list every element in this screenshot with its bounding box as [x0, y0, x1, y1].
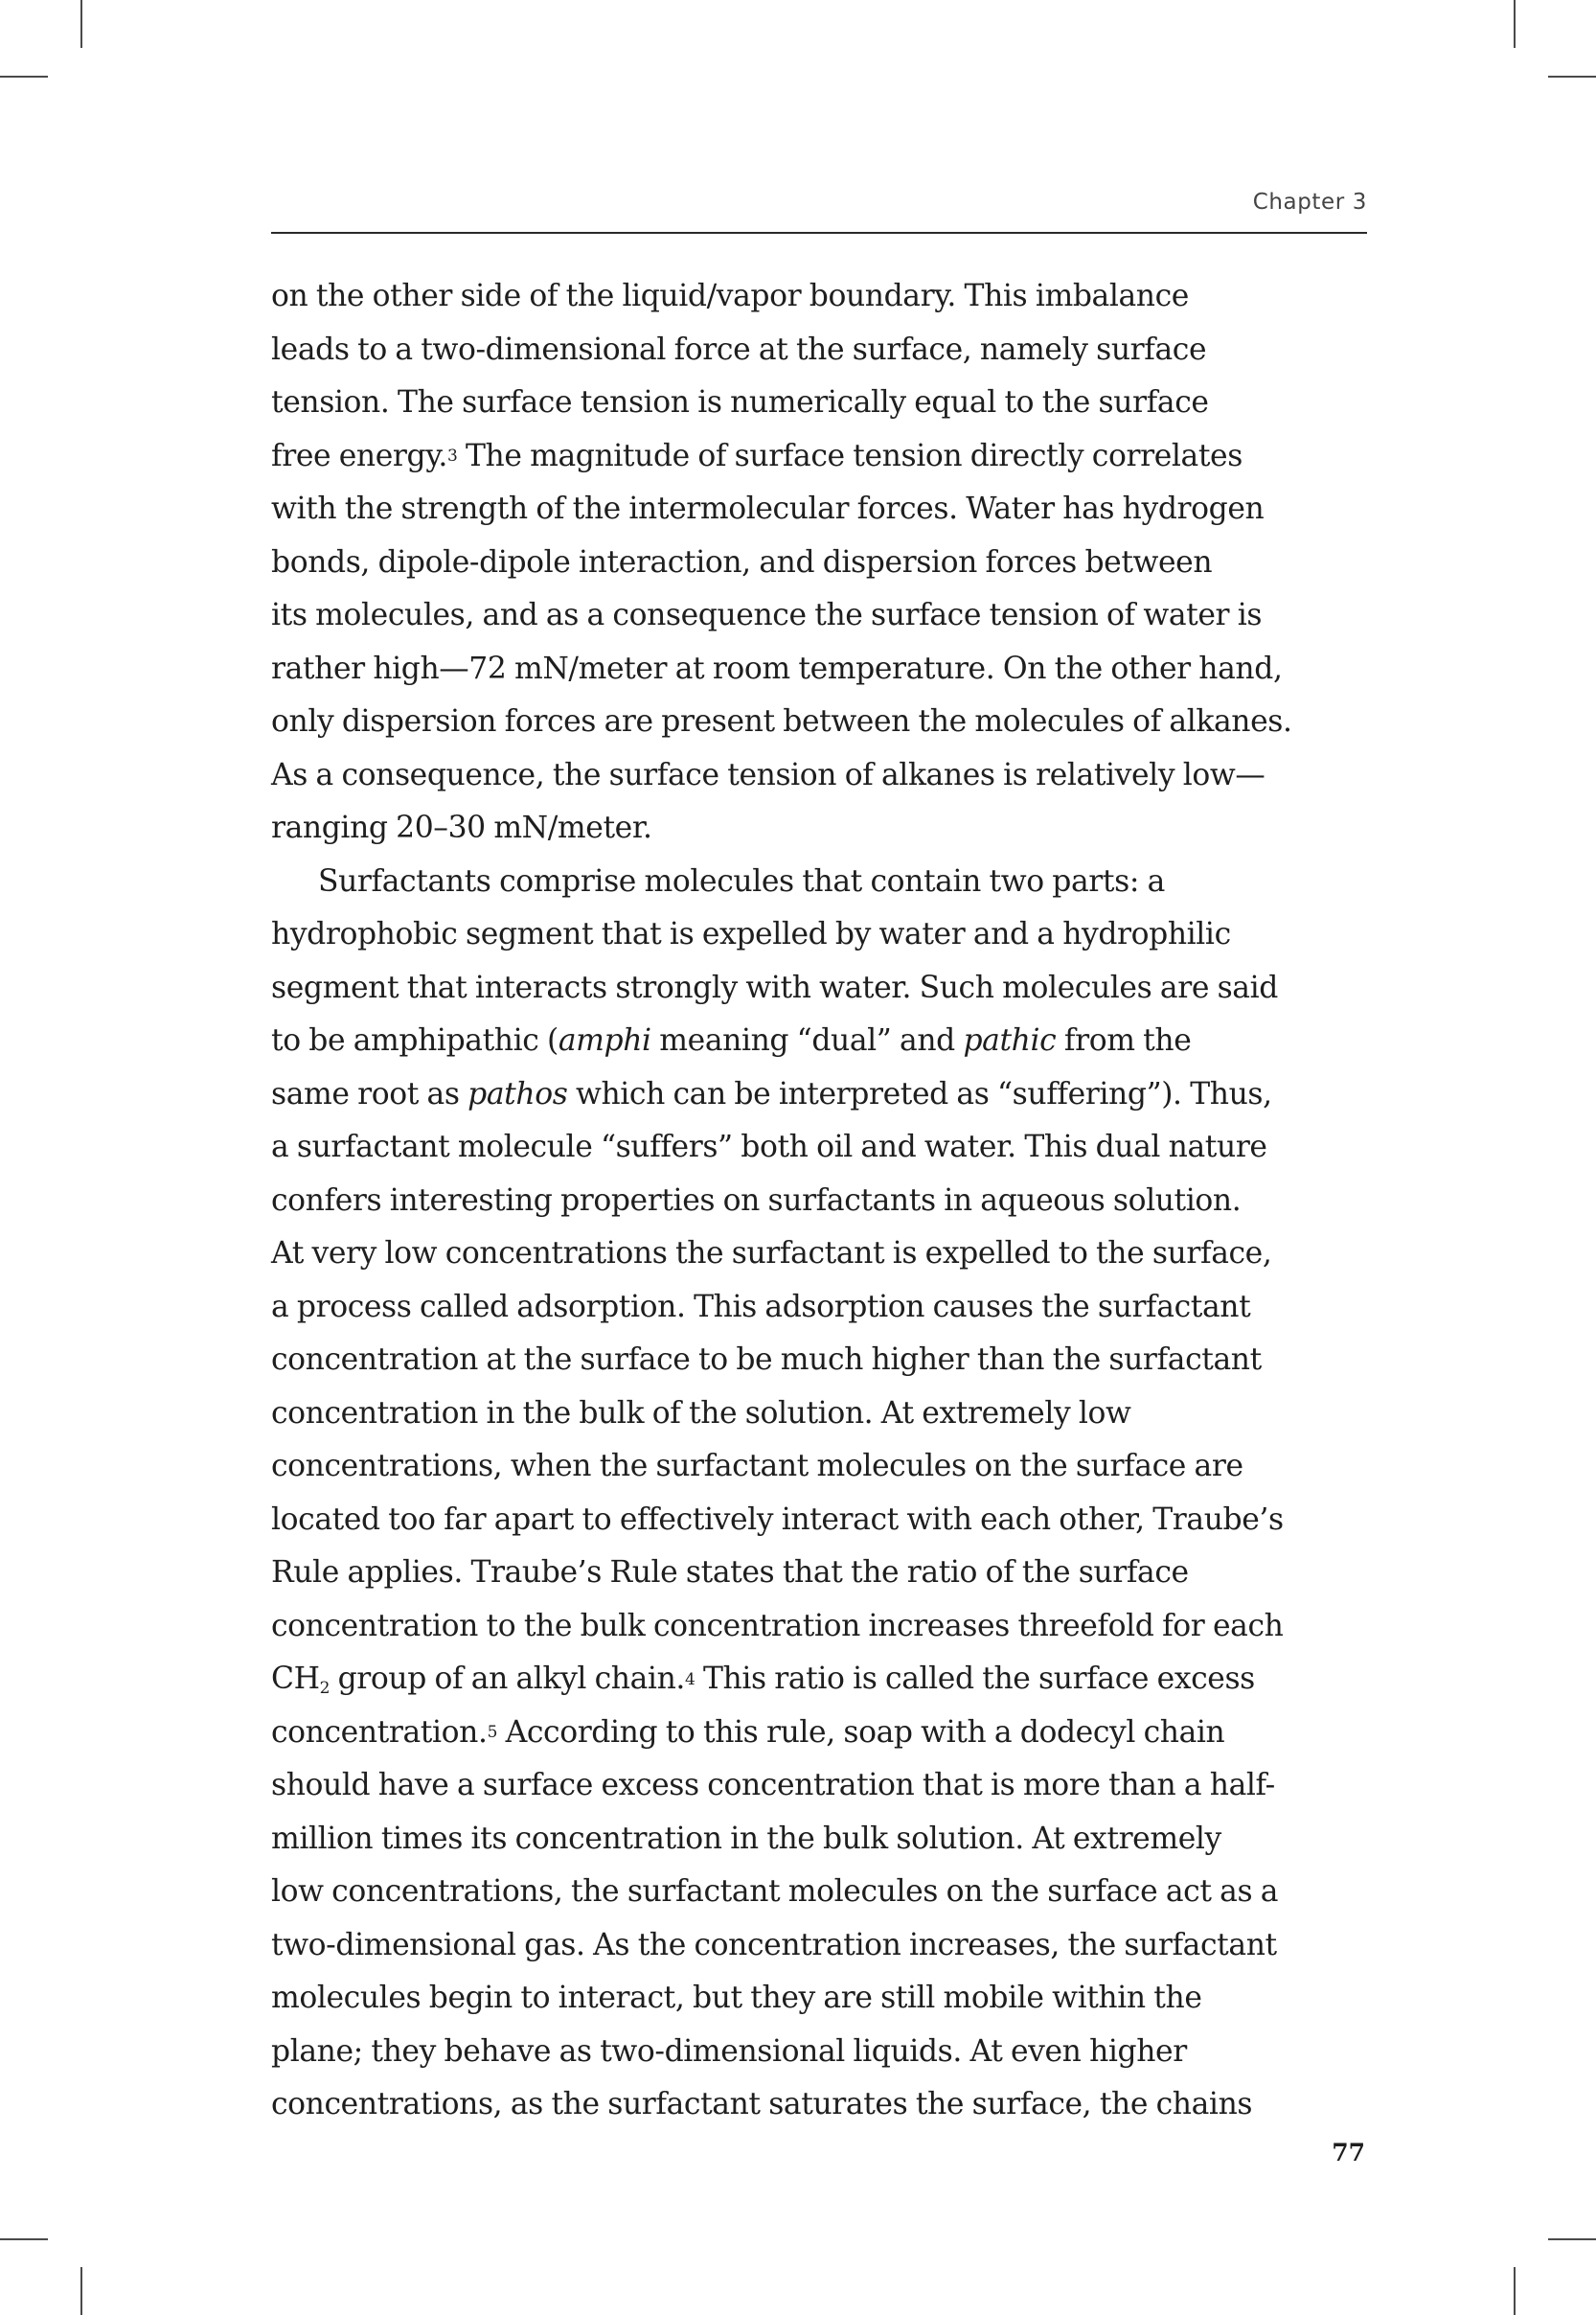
- text-line: hydrophobic segment that is expelled by water and a hydrophilic: [271, 917, 1231, 951]
- crop-mark-bottom-left-vertical: [80, 2267, 82, 2315]
- text-line: free energy.$^3$ The magnitude of surface tension directly correlates: [271, 438, 1243, 473]
- text-line: to be amphipathic (amphi meaning “dual” and pathic from the: [271, 1023, 1192, 1058]
- text-line: tension. The surface tension is numerically equal to the surface: [271, 385, 1209, 420]
- footnote-ref-4: 4: [684, 1669, 695, 1689]
- text-line: plane; they behave as two-dimensional liquids. At even higher: [271, 2033, 1187, 2069]
- text-line: on the other side of the liquid/vapor boundary. This imbalance: [271, 279, 1189, 313]
- text-line: concentrations, when the surfactant molecules on the surface are: [271, 1449, 1243, 1483]
- text-line: located too far apart to effectively interact with each other, Traube’s: [271, 1501, 1284, 1537]
- text-line: concentration in the bulk of the solution. At extremely low: [271, 1395, 1131, 1431]
- paragraph-first-line: Surfactants comprise molecules that contain two parts: a: [318, 863, 1165, 899]
- text-line: same root as pathos which can be interpreted as “suffering”). Thus,: [271, 1076, 1272, 1112]
- emphasis-amphi: amphi: [558, 1023, 651, 1058]
- text-line: As a consequence, the surface tension of alkanes is relatively low—: [271, 757, 1265, 792]
- text-line: two-dimensional gas. As the concentration increases, the surfactant: [271, 1927, 1277, 1962]
- crop-mark-top-left-vertical: [80, 0, 82, 48]
- body-text: [271, 270, 1373, 2132]
- text-line: At very low concentrations the surfactant is expelled to the surface,: [271, 1236, 1272, 1271]
- emphasis-pathic: pathic: [963, 1023, 1057, 1058]
- page-header: [271, 188, 1367, 234]
- text-line: concentrations, as the surfactant saturates the surface, the chains: [271, 2087, 1253, 2121]
- crop-mark-top-left-horizontal: [0, 76, 48, 78]
- text-line: rather high—72 mN/meter at room temperature. On the other hand,: [271, 651, 1283, 686]
- text-line: only dispersion forces are present between the molecules of alkanes.: [271, 704, 1292, 739]
- text-line: its molecules, and as a consequence the surface tension of water is: [271, 598, 1263, 632]
- text-line: million times its concentration in the bulk solution. At extremely: [271, 1821, 1221, 1856]
- text-line: concentration to the bulk concentration increases threefold for each: [271, 1608, 1284, 1643]
- text-line: should have a surface excess concentration that is more than a half-: [271, 1768, 1275, 1802]
- crop-mark-bottom-right-vertical: [1514, 2267, 1516, 2315]
- text-line: concentration at the surface to be much higher than the surfactant: [271, 1342, 1262, 1377]
- footnote-ref-3: 3: [446, 447, 458, 467]
- text-line: bonds, dipole-dipole interaction, and dispersion forces between: [271, 544, 1213, 580]
- running-head: Chapter 3: [1252, 190, 1367, 215]
- text-line: with the strength of the intermolecular forces. Water has hydrogen: [271, 492, 1265, 526]
- emphasis-pathos: pathos: [467, 1076, 568, 1112]
- footnote-ref-5: 5: [487, 1723, 497, 1743]
- text-line: a process called adsorption. This adsorption causes the surfactant: [271, 1289, 1251, 1324]
- text-line: concentration.$^5$ According to this rule, soap with a dodecyl chain: [271, 1714, 1225, 1750]
- text-line: ranging 20–30 mN/meter.: [271, 811, 652, 845]
- text-line: molecules begin to interact, but they are still mobile within the: [271, 1981, 1202, 2015]
- crop-mark-bottom-left-horizontal: [0, 2238, 48, 2240]
- text-line: Rule applies. Traube’s Rule states that the ratio of the surface: [271, 1555, 1189, 1590]
- page-number: 77: [1332, 2139, 1365, 2166]
- text-line: $CH_2$ group of an alkyl chain.$^4$ This ratio is called the surface excess: [271, 1662, 1255, 1699]
- text-line: confers interesting properties on surfactants in aqueous solution.: [271, 1182, 1242, 1218]
- subscript-2: 2: [319, 1679, 331, 1699]
- crop-mark-top-right-horizontal: [1548, 76, 1596, 78]
- text-line: low concentrations, the surfactant molecules on the surface act as a: [271, 1874, 1279, 1909]
- crop-mark-top-right-vertical: [1514, 0, 1516, 48]
- text-line: a surfactant molecule “suffers” both oil and water. This dual nature: [271, 1130, 1267, 1164]
- crop-mark-bottom-right-horizontal: [1548, 2238, 1596, 2240]
- text-line: segment that interacts strongly with water. Such molecules are said: [271, 970, 1278, 1005]
- text-line: leads to a two-dimensional force at the surface, namely surface: [271, 332, 1207, 367]
